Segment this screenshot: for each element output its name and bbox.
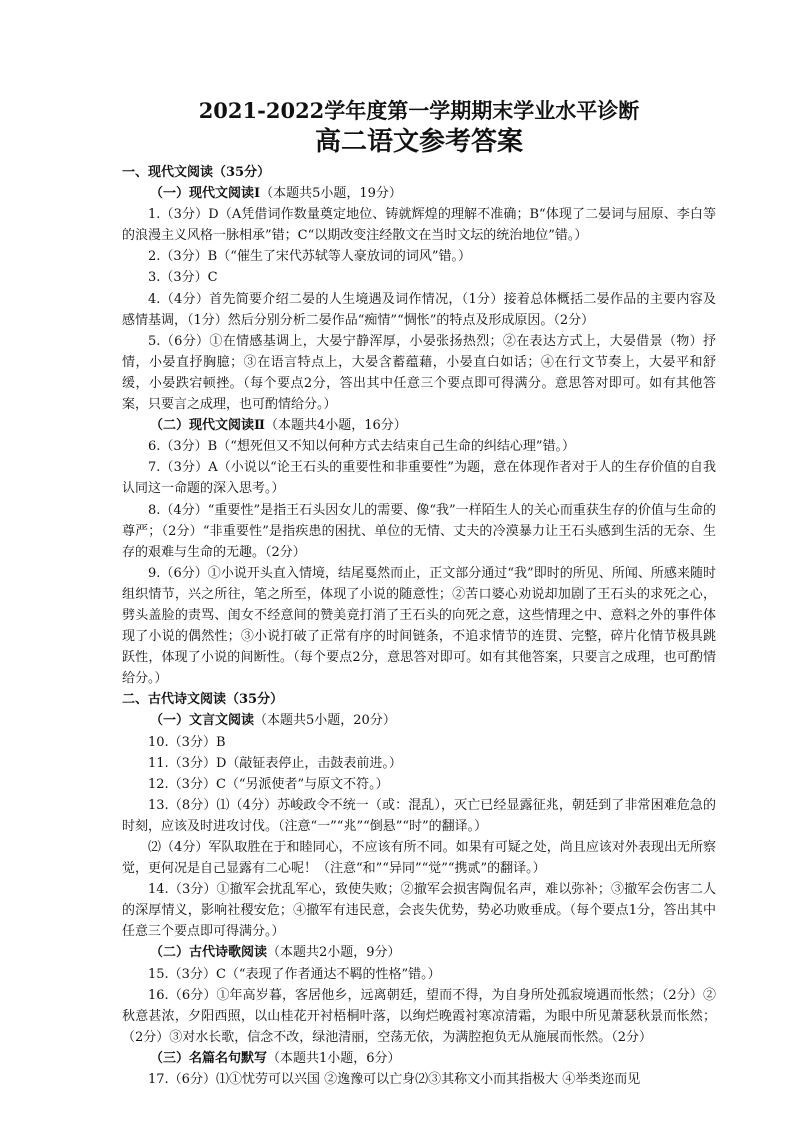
answer-item: 2.（3分）B（“催生了宋代苏轼等人豪放词的词风”错。） [148, 249, 472, 265]
subsection-title: （二）古代诗歌阅读 [150, 945, 268, 961]
subsection-title: （一）文言文阅读 [150, 713, 255, 729]
answer-item: 3.（3分）C [148, 270, 218, 286]
subsection-heading [122, 415, 716, 436]
subsection-heading [122, 710, 716, 731]
answer-item: 9.（6分）①小说开头直入情境，结尾戛然而止，正文部分通过“我”即时的所见、所闻、所感来随时组织情节，兴之所往，笔之所至，体现了小说的随意性；②苦口婆心劝说却加剧了王石头的求死之心，劈头盖脸的责骂、闺女不经意间的赞美竟打消了王石头的向死之意，这些情理之中、意料之外的事件体现了小说的偶然性；③小说打破了正常有序的时间链条，不追求情节的连贯、完整，碎片化情节极具跳跃性，体现了小说的间断性。（每个要点2分，意思答对即可。如有其他答案，只要言之成理，也可酌情给分。） [122, 565, 716, 687]
subsection-note: （本题共1小题，6分） [267, 1050, 401, 1066]
answer-content [122, 162, 716, 1090]
answer-item: 13.（8分）⑴（4分）苏峻政令不统一（或：混乱），灭亡已经显露征兆，朝廷到了非常困难危急的时刻，应该及时进攻讨伐。（注意“一”“兆”“倒悬”“时”的翻译。） [122, 797, 716, 834]
answer-item: 14.（3分）①撤军会扰乱军心，致使失败；②撤军会损害陶侃名声，难以弥补；③撤军会伤害二人的深厚情义，影响社稷安危；④撤军有违民意，会丧失优势，势必功败垂成。（每个要点1分，答出其中任意三个要点即可得满分。） [122, 882, 716, 940]
answer-item: 5.（6分）①在情感基调上，大晏宁静浑厚，小晏张扬热烈；②在表达方式上，大晏借景（物）抒情，小晏直抒胸臆；③在语言特点上，大晏含蓄蕴藉，小晏直白如话；④在行文节奏上，大晏平和舒缓，小晏跌宕顿挫。（每个要点2分，答出其中任意三个要点即可得满分。意思答对即可。如有其他答案，只要言之成理，也可酌情给分。） [122, 333, 716, 413]
subsection-note: （本题共5小题，20分） [254, 713, 396, 729]
subsection-title: （二）现代文阅读Ⅱ [150, 418, 265, 434]
document-title: 2021-2022学年度第一学期期末学业水平诊断 [198, 98, 640, 123]
answer-item: 1.（3分）D（A凭借词作数量奠定地位、铸就辉煌的理解不准确；B“体现了二晏词与屈原、李白等的浪漫主义风格一脉相承”错；C“以期改变注经散文在当时文坛的统治地位”错。） [122, 207, 716, 244]
answer-item: 11.（3分）D（敲钲表停止，击鼓表前进。） [148, 755, 402, 771]
subsection-note: （本题共5小题，19分） [260, 186, 402, 202]
answer-item: 7.（3分）A（小说以“论王石头的重要性和非重要性”为题，意在体现作者对于人的生存价值的自我认同这一命题的深入思考。） [122, 460, 716, 497]
answer-item: 16.（6分）①年高岁暮，客居他乡，远离朝廷，望而不得，为自身所处孤寂境遇而怅然；（2分）②秋意甚浓，夕阳西照，以山桂花开衬梧桐叶落，以绚烂晚霞衬寒凉清霜，为眼中所见萧瑟秋景而怅然；（2分）③对水长歌，信念不改，绿池清丽，空荡无依，为满腔抱负无从施展而怅然。（2分） [122, 987, 716, 1045]
subsection-title: （三）名篇名句默写 [150, 1050, 268, 1066]
answer-item: ⑵（4分）军队取胜在于和睦同心，不应该有所不同。如果有可疑之处，尚且应该对外表现出无所察觉，更何况是自己显露有二心呢！（注意“和”“异同”“觉”“携贰”的翻译。） [122, 840, 716, 877]
subsection-heading [122, 942, 716, 963]
answer-item: 8.（4分）“重要性”是指王石头因女儿的需要、像“我”一样陌生人的关心而重获生存的价值与生命的尊严；（2分）“非重要性”是指疾患的困扰、单位的无情、丈夫的冷漠暴力让王石头感到生活的无奈、生存的艰难与生命的无趣。（2分） [122, 502, 716, 560]
subsection-title: （一）现代文阅读Ⅰ [150, 186, 261, 202]
answer-item: 6.（3分）B（“想死但又不知以何种方式去结束自己生命的纠结心理”错。） [148, 439, 576, 455]
section-heading: 二、古代诗文阅读（35分） [122, 692, 284, 708]
section-heading: 一、现代文阅读（35分） [122, 165, 271, 180]
answer-item: 12.（3分）C（“另派使者”与原文不符。） [148, 776, 389, 792]
subsection-heading [122, 1048, 716, 1069]
answer-item: 17.（6分）⑴①忧劳可以兴国 ②逸豫可以亡身⑵③其称文小而其指极大 ④举类迩而见 [148, 1072, 641, 1088]
subsection-heading [122, 183, 716, 204]
answer-item: 4.（4分）首先简要介绍二晏的人生境遇及词作情况，（1分）接着总体概括二晏作品的主要内容及感情基调，（1分）然后分别分析二晏作品“痴情”“惆怅”的特点及形成原因。（2分） [122, 291, 716, 328]
subsection-note: （本题共2小题，9分） [267, 945, 401, 961]
answer-item: 15.（3分）C（“表现了作者通达不羁的性格”错。） [148, 966, 441, 982]
subsection-note: （本题共4小题，16分） [264, 418, 407, 434]
document-subtitle: 高二语文参考答案 [314, 127, 523, 157]
answer-item: 10.（3分）B [148, 734, 226, 750]
